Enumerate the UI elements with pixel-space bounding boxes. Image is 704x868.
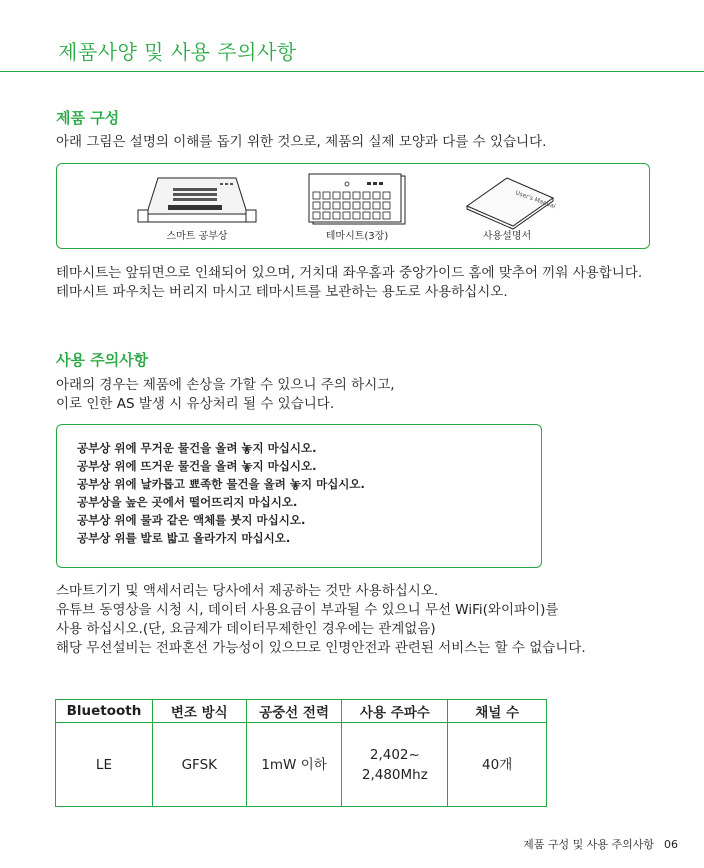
spec-frequency-line-2: 2,480Mhz <box>361 766 428 783</box>
spec-header-modulation: 변조 방식 <box>152 700 246 723</box>
spec-header-bluetooth: Bluetooth <box>56 700 153 723</box>
theme-sheet-illustration <box>297 170 417 232</box>
composition-heading: 제품 구성 <box>56 109 120 127</box>
footer-page-number: 06 <box>664 838 678 851</box>
spec-cell-frequency <box>342 723 448 807</box>
warning-item: 공부상을 높은 곳에서 떨어뜨리지 마십시오. <box>77 495 298 509</box>
cautions-note-4: 해당 무선설비는 전파혼선 가능성이 있으므로 인명안전과 관련된 서비스는 할 수 없습니다. <box>56 640 586 656</box>
cautions-intro-1: 아래의 경우는 제품에 손상을 가할 수 있으니 주의 하시고, <box>56 377 395 393</box>
spec-cell-channels: 40개 <box>448 723 547 807</box>
cautions-note-2: 유튜브 동영상을 시청 시, 데이터 사용요금이 부과될 수 있으니 무선 WiFi(와이파이)를 <box>56 602 559 618</box>
manual-book-illustration <box>457 170 557 232</box>
product-item-smart-desk <box>132 164 262 248</box>
spec-header-channels: 채널 수 <box>448 700 547 723</box>
spec-cell-modulation: GFSK <box>152 723 246 807</box>
warning-item: 공부상 위에 물과 같은 액체를 붓지 마십시오. <box>77 513 306 527</box>
product-item-manual <box>457 164 557 248</box>
composition-intro: 아래 그림은 설명의 이해를 돕기 위한 것으로, 제품의 실제 모양과 다를 수 있습니다. <box>56 134 547 150</box>
warning-item: 공부상 위에 날카롭고 뾰족한 물건을 올려 놓지 마십시오. <box>77 477 365 491</box>
product-components-box <box>56 163 650 249</box>
warning-item: 공부상 위를 발로 밟고 올라가지 마십시오. <box>77 531 291 545</box>
spec-table-header-row <box>56 700 547 723</box>
spec-cell-antenna-power: 1mW 이하 <box>246 723 342 807</box>
spec-table <box>55 699 547 807</box>
theme-sheet-note-1: 테마시트는 앞뒤면으로 인쇄되어 있으며, 거치대 좌우홈과 중앙가이드 홈에 맞추어 끼워 사용합니다. <box>56 265 643 281</box>
spec-header-frequency: 사용 주파수 <box>342 700 448 723</box>
smart-desk-illustration <box>132 170 262 232</box>
warning-item: 공부상 위에 뜨거운 물건을 올려 놓지 마십시오. <box>77 459 317 473</box>
warning-box <box>56 424 542 568</box>
cautions-note-3: 사용 하십시오.(단, 요금제가 데이터무제한인 경우에는 관계없음) <box>56 621 436 637</box>
product-label-smart-desk: 스마트 공부상 <box>166 231 228 242</box>
spec-cell-bluetooth: LE <box>56 723 153 807</box>
cautions-intro-2: 이로 인한 AS 발생 시 유상처리 될 수 있습니다. <box>56 396 335 412</box>
warning-item: 공부상 위에 무거운 물건을 올려 놓지 마십시오. <box>77 441 317 455</box>
cautions-note-1: 스마트기기 및 액세서리는 당사에서 제공하는 것만 사용하십시오. <box>56 583 439 599</box>
manual-cover-text: User's Manual <box>514 189 557 211</box>
cautions-heading: 사용 주의사항 <box>56 351 149 369</box>
spec-frequency-line-1: 2,402~ <box>369 746 420 763</box>
product-label-manual: 사용설명서 <box>482 231 532 242</box>
title-divider <box>0 71 704 72</box>
footer-section-title: 제품 구성 및 사용 주의사항 <box>523 838 654 851</box>
page-footer <box>523 836 678 852</box>
spec-header-antenna-power: 공중선 전력 <box>246 700 342 723</box>
product-item-theme-sheet <box>297 164 417 248</box>
spec-table-row <box>56 723 547 807</box>
product-label-theme-sheet: 테마시트(3장) <box>325 231 389 242</box>
theme-sheet-note-2: 테마시트 파우치는 버리지 마시고 테마시트를 보관하는 용도로 사용하십시오. <box>56 284 508 300</box>
page-title: 제품사양 및 사용 주의사항 <box>58 40 297 64</box>
